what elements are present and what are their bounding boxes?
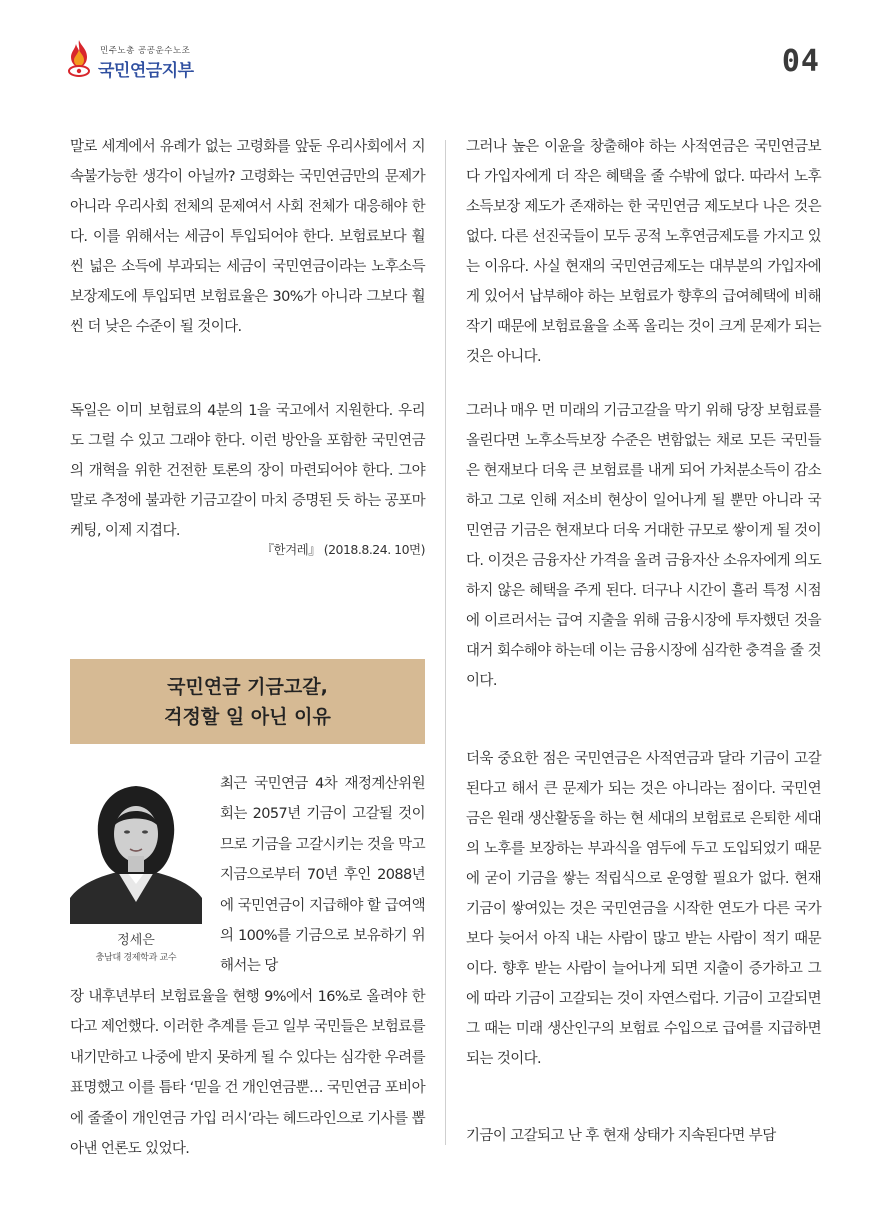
article-source: 『한겨레』 (2018.8.24. 10면) bbox=[261, 542, 425, 557]
section-title bbox=[164, 672, 331, 732]
left-paragraph-1: 말로 세계에서 유례가 없는 고령화를 앞둔 우리사회에서 지속불가능한 생각이 아닐까? 고령화는 국민연금만의 문제가 아니라 우리사회 전체의 문제여서 사회 전체가 대응해야 한다. 이를 위해서는 세금이 투입되어야 한다. 보험료보다 훨씬 넓은 소득에 부과되는 세금이 국민연금이라는 노후소득보장제도에 투입되면 보험료율은 30%가 아니라 그보다 훨씬 더 낮은 수준이 될 것이다. bbox=[70, 139, 425, 335]
right-paragraph-4: 기금이 고갈되고 난 후 현재 상태가 지속된다면 부담 bbox=[466, 1128, 776, 1144]
left-paragraph-2: 독일은 이미 보험료의 4분의 1을 국고에서 지원한다. 우리도 그럴 수 있고 그래야 한다. 이런 방안을 포함한 국민연금의 개혁을 위한 건전한 토론의 장이 마련되어야 한다. 그야말로 추정에 불과한 기금고갈이 마치 증명된 듯 하는 공포마케팅, 이제 지겹다. bbox=[70, 403, 425, 539]
org-branch-name: 국민연금지부 bbox=[98, 61, 194, 81]
org-union-name: 민주노총 공공운수노조 bbox=[100, 46, 191, 56]
page-number: 04 bbox=[781, 44, 820, 79]
right-paragraph-3: 더욱 중요한 점은 국민연금은 사적연금과 달라 기금이 고갈된다고 해서 큰 문제가 되는 것은 아니라는 점이다. 국민연금은 원래 생산활동을 하는 현 세대의 보험료로 은퇴한 세대의 노후를 보장하는 부과식을 염두에 두고 도입되었기 때문에 굳이 기금을 쌓는 적립식으로 운영할 필요가 없다. 현재 기금이 쌓여있는 것은 국민연금을 시작한 연도가 다른 국가보다 늦어서 아직 내는 사람이 많고 받는 사람이 적기 때문이다. 향후 받는 사람이 늘어나게 되면 지출이 증가하고 그에 따라 기금이 고갈되는 것이 자연스럽다. 기금이 고갈되면 그 때는 미래 생산인구의 보험료 수입으로 급여를 지급하면 되는 것이다. bbox=[466, 751, 821, 1067]
right-paragraph-1: 그러나 높은 이윤을 창출해야 하는 사적연금은 국민연금보다 가입자에게 더 작은 혜택을 줄 수밖에 없다. 따라서 노후소득보장 제도가 존재하는 한 국민연금 제도보다 나은 것은 없다. 다른 선진국들이 모두 공적 노후연금제도를 가지고 있는 이유다. 사실 현재의 국민연금제도는 대부분의 가입자에게 있어서 납부해야 하는 보험료가 향후의 급여혜택에 비해 작기 때문에 보험료율을 소폭 올리는 것이 크게 문제가 되는 것은 아니다. bbox=[466, 139, 821, 365]
flame-icon bbox=[66, 38, 92, 78]
section-title-line-2: 걱정할 일 아닌 이유 bbox=[164, 705, 331, 728]
right-paragraph-2: 그러나 매우 먼 미래의 기금고갈을 막기 위해 당장 보험료를 올린다면 노후소득보장 수준은 변함없는 채로 모든 국민들은 현재보다 더욱 큰 보험료를 내게 되어 가처분소득이 감소하고 그로 인해 저소비 현상이 일어나게 될 뿐만 아니라 국민연금 기금은 현재보다 더욱 거대한 규모로 쌓이게 될 것이다. 이것은 금융자산 가격을 올려 금융자산 소유자에게 의도하지 않은 혜택을 주게 된다. 더구나 시간이 흘러 특정 시점에 이르러서는 급여 지출을 위해 금융시장에 투자했던 것을 대거 회수해야 하는데 이는 금융시장에 심각한 충격을 줄 것이다. bbox=[466, 403, 821, 689]
intro-paragraph: 최근 국민연금 4차 재정계산위원회는 2057년 기금이 고갈될 것이므로 기금을 고갈시키는 것을 막고 지금으로부터 70년 후인 2088년에 국민연금이 지급해야 할 급여액의 100%를 기금으로 보유하기 위해서는 당 bbox=[220, 776, 425, 975]
author-affiliation: 충남대 경제학과 교수 bbox=[95, 953, 177, 963]
intro-paragraph-continued: 장 내후년부터 보험료율을 현행 9%에서 16%로 올려야 한다고 제언했다. 이러한 추계를 듣고 일부 국민들은 보험료를 내기만하고 나중에 받지 못하게 될 수 있다는 심각한 우려를 표명했고 이를 틈타 ‘믿을 건 개인연금뿐… 국민연금 포비아에 줄줄이 개인연금 가입 러시’라는 헤드라인으로 기사를 뽑아낸 언론도 있었다. bbox=[70, 989, 425, 1158]
author-portrait bbox=[70, 776, 202, 924]
page-header bbox=[0, 0, 890, 100]
section-heading-box bbox=[70, 659, 425, 744]
section-title-line-1: 국민연금 기금고갈, bbox=[167, 675, 328, 698]
author-name: 정세은 bbox=[117, 933, 155, 948]
column-divider bbox=[445, 140, 446, 1145]
